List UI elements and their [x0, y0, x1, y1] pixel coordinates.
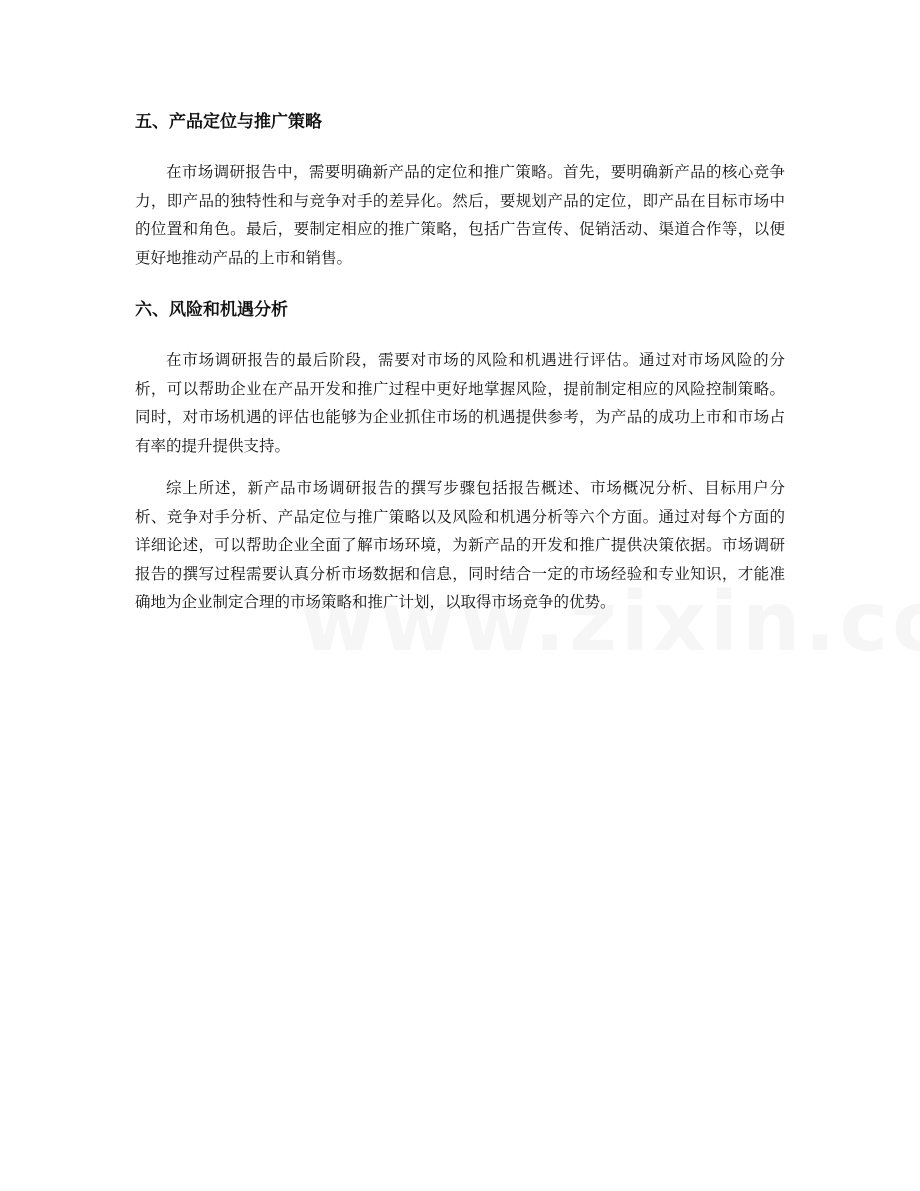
section-6-paragraph-1: 在市场调研报告的最后阶段，需要对市场的风险和机遇进行评估。通过对市场风险的分析，可以帮助企业在产品开发和推广过程中更好地掌握风险，提前制定相应的风险控制策略。同时，对市场机遇的评估也能够为企业抓住市场的机遇提供参考，为产品的成功上市和市场占有率的提升提供支持。: [135, 351, 785, 455]
section-heading-5: 五、产品定位与推广策略: [135, 112, 322, 132]
conclusion-paragraph: 综上所述，新产品市场调研报告的撰写步骤包括报告概述、市场概况分析、目标用户分析、竞争对手分析、产品定位与推广策略以及风险和机遇分析等六个方面。通过对每个方面的详细论述，可以帮助企业全面了解市场环境，为新产品的开发和推广提供决策依据。市场调研报告的撰写过程需要认真分析市场数据和信息，同时结合一定的市场经验和专业知识，才能准确地为企业制定合理的市场策略和推广计划，以取得市场竞争的优势。: [135, 479, 785, 611]
document-body: [135, 104, 785, 617]
section-heading-6: 六、风险和机遇分析: [135, 300, 288, 320]
section-5-paragraph-1: 在市场调研报告中，需要明确新产品的定位和推广策略。首先，要明确新产品的核心竞争力，即产品的独特性和与竞争对手的差异化。然后，要规划产品的定位，即产品在目标市场中的位置和角色。最后，要制定相应的推广策略，包括广告宣传、促销活动、渠道合作等，以便更好地推动产品的上市和销售。: [135, 163, 785, 267]
